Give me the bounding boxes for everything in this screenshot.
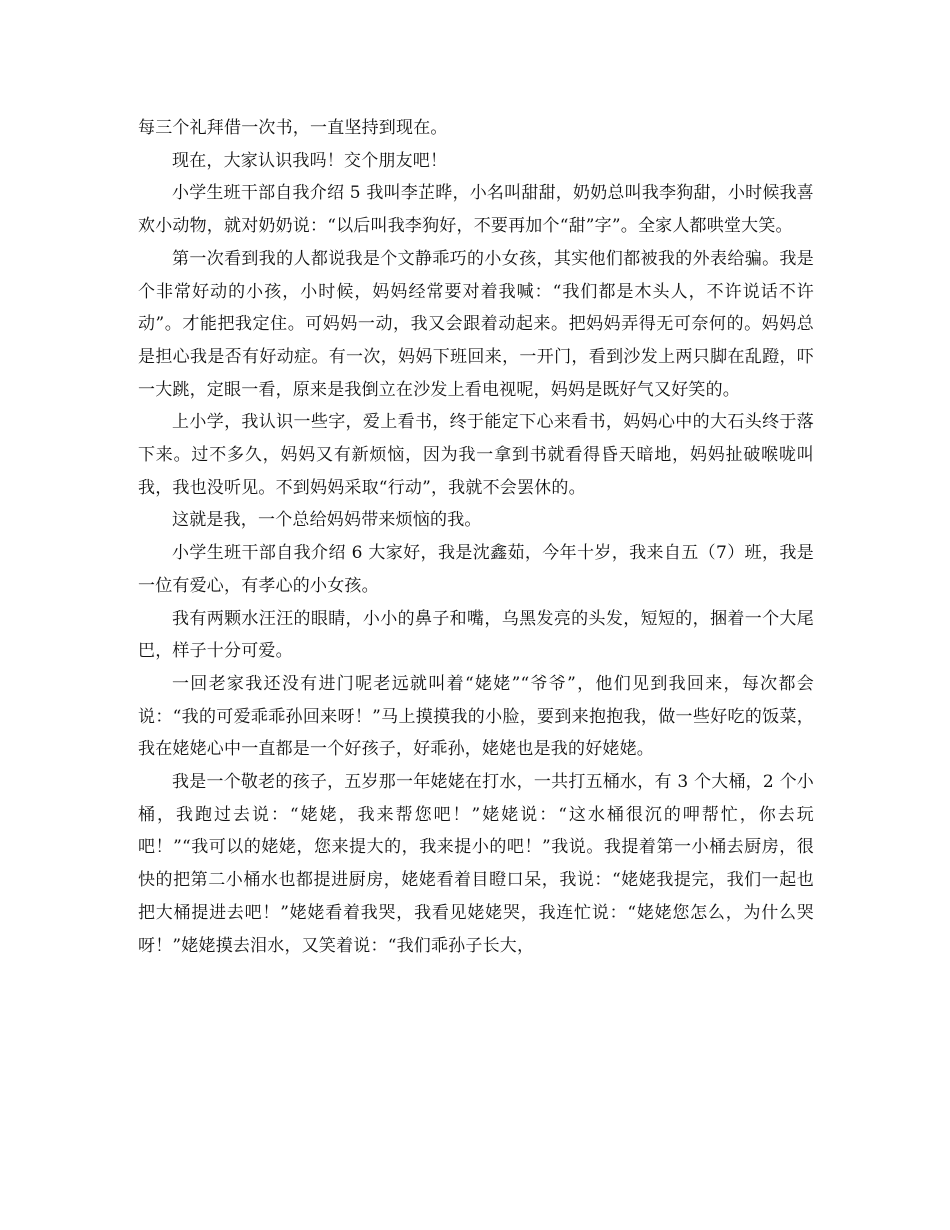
- paragraph-1: 每三个礼拜借一次书，一直坚持到现在。: [138, 118, 448, 138]
- paragraph-4: 第一次看到我的人都说我是个文静乖巧的小女孩，其实他们都被我的外表给骗。我是个非常好动的小孩，小时候，妈妈经常要对着我喊：“我们都是木头人，不许说话不许动”。才能把我定住。可妈妈一动，我又会跟着动起来。把妈妈弄得无可奈何的。妈妈总是担心我是否有好动症。有一次，妈妈下班回来，一开门，看到沙发上两只脚在乱蹬，吓一大跳，定眼一看，原来是我倒立在沙发上看电视呢，妈妈是既好气又好笑的。: [138, 248, 814, 400]
- paragraph-10: 我是一个敬老的孩子，五岁那一年姥姥在打水，一共打五桶水，有 3 个大桶，2 个小桶，我跑过去说：“姥姥，我来帮您吧！”姥姥说：“这水桶很沉的呷帮忙，你去玩吧！”“我可以的姥姥，您来提大的，我来提小的吧！”我说。我提着第一小桶去厨房，很快的把第二小桶水也都提进厨房，姥姥看着目瞪口呆，我说：“姥姥我提完，我们一起也把大桶提进去吧！”姥姥看着我哭，我看见姥姥哭，我连忙说：“姥姥您怎么，为什么哭呀！”姥姥摸去泪水，又笑着说：“我们乖孙子长大，: [138, 772, 814, 956]
- paragraph-6: 这就是我，一个总给妈妈带来烦恼的我。: [172, 510, 482, 531]
- paragraph-8: 我有两颗水汪汪的眼睛，小小的鼻子和嘴，乌黑发亮的头发，短短的，捆着一个大尾巴，样子十分可爱。: [138, 608, 814, 662]
- paragraph-3: 小学生班干部自我介绍 5 我叫李芷晔，小名叫甜甜，奶奶总叫我李狗甜，小时候我喜欢小动物，就对奶奶说：“以后叫我李狗好，不要再加个“甜”字”。全家人都哄堂大笑。: [138, 183, 814, 237]
- paragraph-7: 小学生班干部自我介绍 6 大家好，我是沈鑫茹，今年十岁，我来自五（7）班，我是一位有爱心，有孝心的小女孩。: [138, 543, 814, 596]
- paragraph-5: 上小学，我认识一些字，爱上看书，终于能定下心来看书，妈妈心中的大石头终于落下来。过不多久，妈妈又有新烦恼，因为我一拿到书就看得昏天暗地，妈妈扯破喉咙叫我，我也没听见。不到妈妈采取“行动”，我就不会罢休的。: [138, 412, 814, 498]
- paragraph-2: 现在，大家认识我吗！交个朋友吧！: [172, 150, 448, 171]
- paragraph-9: 一回老家我还没有进门呢老远就叫着“姥姥”“爷爷”，他们见到我回来，每次都会说：“我的可爱乖乖孙回来呀！”马上摸摸我的小脸，要到来抱抱我，做一些好吃的饭菜，我在姥姥心中一直都是一个好孩子，好乖孙，姥姥也是我的好姥姥。: [138, 673, 814, 760]
- document-body: [138, 112, 814, 962]
